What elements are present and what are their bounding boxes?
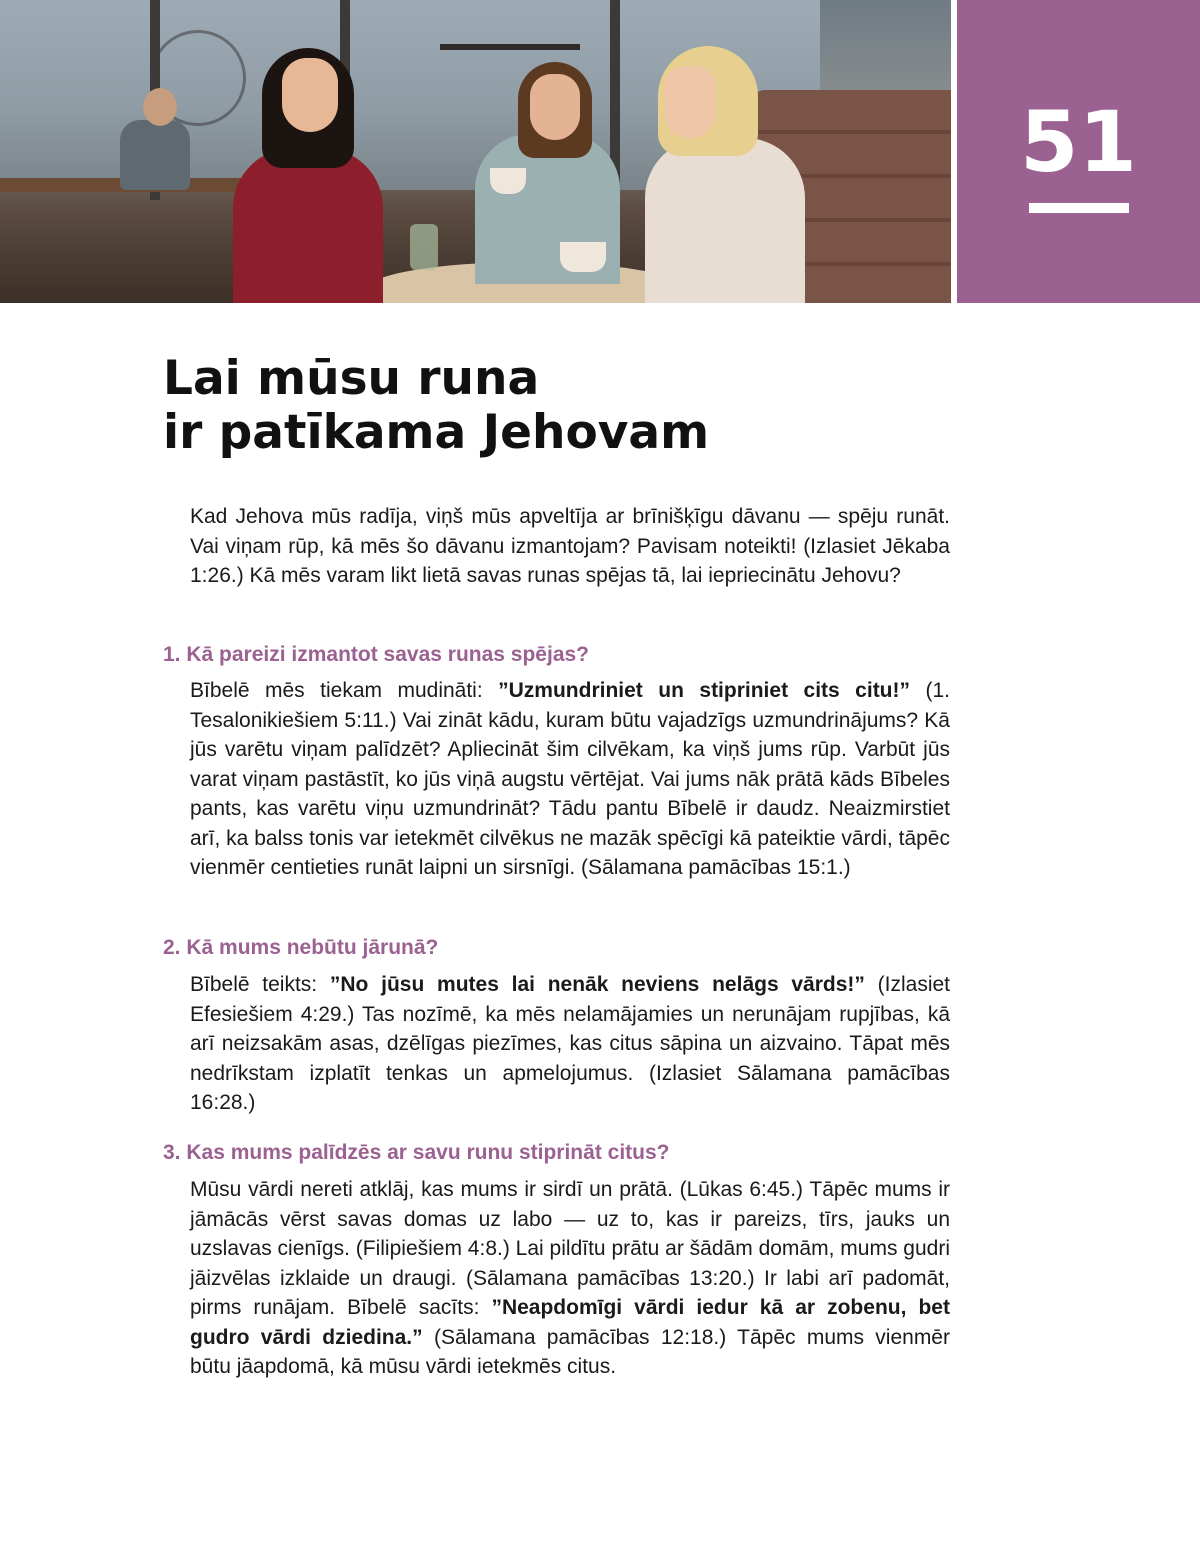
lesson-number: 51: [1020, 93, 1137, 191]
coffee-cup: [560, 242, 606, 272]
coffee-cup: [490, 168, 526, 194]
woman-left-face: [282, 58, 338, 132]
section-1-text-after: (1. Tesalonikiešiem 5:11.) Vai zināt kādu, kuram būtu vajadzīgs uzmundrinājums? Kā jūs varētu viņam palīdzēt? Apliecināt šim cilvēkam, ka viņš jums rūp. Varbūt jūs varat viņam pastāstīt, ko jūs viņā augstu vērtējat. Vai jums nāk prātā kāds Bībeles pants, kas varētu viņu uzmundrināt? Tādu pantu Bībelē ir daudz. Neaizmirstiet arī, ka balss tonis var ietekmēt cilvēkus ne mazāk spēcīgi kā pateiktie vārdi, tāpēc vienmēr centieties runāt laipni un sirsnīgi. (Sālamana pamācības 15:1.): [190, 679, 950, 879]
woman-middle-face: [530, 74, 580, 140]
section-2-paragraph: [190, 970, 950, 1118]
tea-jar: [410, 224, 438, 270]
section-3-paragraph: [190, 1175, 950, 1382]
woman-left: [233, 148, 383, 303]
woman-right: [645, 138, 805, 303]
section-1-text-before: Bībelē mēs tiekam mudināti:: [190, 679, 499, 702]
section-3-text-after: (Sālamana pamācības 12:18.) Tāpēc mums vienmēr būtu jāapdomā, kā mūsu vārdi ietekmēs citus.: [190, 1325, 950, 1378]
section-1-paragraph: [190, 676, 950, 883]
lesson-number-block: [957, 0, 1200, 303]
title-line-2: ir patīkama Jehovam: [163, 405, 710, 460]
background-person-head: [143, 88, 177, 126]
question-3-heading: 3. Kas mums palīdzēs ar savu runu stiprināt citus?: [163, 1141, 670, 1164]
background-person: [120, 120, 190, 190]
title-line-1: Lai mūsu runa: [163, 351, 540, 406]
section-1-scripture-quote: ”Uzmundriniet un stipriniet cits citu!”: [498, 679, 911, 702]
shelf: [440, 44, 580, 50]
section-3-scripture-quote: ”Neapdomīgi vārdi iedur kā ar zobenu, bet gudro vārdi dziedina.”: [190, 1296, 950, 1349]
section-3-text-before: Mūsu vārdi nereti atklāj, kas mums ir sirdī un prātā. (Lūkas 6:45.) Tāpēc mums ir jāmācās vērst savas domas uz labo — uz to, kas ir pareizs, tīrs, jauks un uzslavas cienīgs. (Filipiešiem 4:8.) Lai pildītu prātu ar šādām domām, mums gudri jāizvēlas izklaide un draugi. (Sālamana pamācības 13:20.) Ir labi arī padomāt, pirms runājam. Bībelē sacīts:: [190, 1178, 950, 1319]
header-photo: [0, 0, 951, 303]
intro-paragraph: Kad Jehova mūs radīja, viņš mūs apveltīja ar brīnišķīgu dāvanu — spēju runāt. Vai viņam rūp, kā mēs šo dāvanu izmantojam? Pavisam noteikti! (Izlasiet Jēkaba 1:26.) Kā mēs varam likt lietā savas runas spējas tā, lai iepriecinātu Jehovu?: [190, 505, 950, 587]
question-2-heading: 2. Kā mums nebūtu jārunā?: [163, 936, 439, 959]
section-2-scripture-quote: ”No jūsu mutes lai nenāk neviens nelāgs vārds!”: [329, 973, 865, 996]
woman-right-face: [664, 66, 716, 138]
page-title: [163, 352, 963, 460]
question-1-heading: 1. Kā pareizi izmantot savas runas spējas?: [163, 643, 590, 666]
section-2-text-before: Bībelē teikts:: [190, 973, 330, 996]
lesson-number-underline: [1029, 203, 1129, 213]
section-2-text-after: (Izlasiet Efesiešiem 4:29.) Tas nozīmē, ka mēs nelamājamies un nerunājam rupjības, kā arī neizsakām asas, dzēlīgas piezīmes, kas citus sāpina un aizvaino. Tāpat mēs nedrīkstam izplatīt tenkas un apmelojumus. (Izlasiet Sālamana pamācības 16:28.): [190, 973, 951, 1114]
